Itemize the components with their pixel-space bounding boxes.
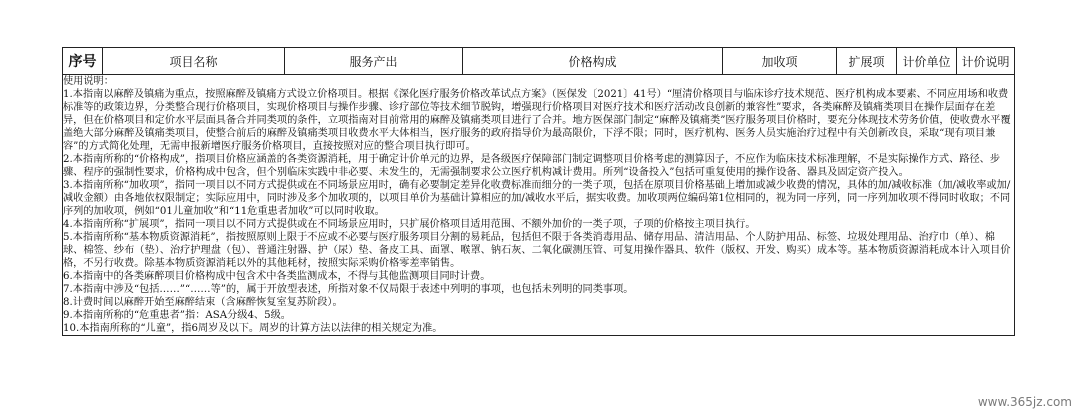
- note-item-2: 2.本指南所称的“价格构成”，指项目价格应涵盖的各类资源消耗，用于确定计价单元的边界，是各级医疗保障部门制定调整项目价格考虑的测算因子，不应作为临床技术标准理解，不是实际操作方式、路径、步骤、程序的强制性要求，价格构成中包含，但个别临床实践中非必要、未发生的，无需强制要求公立医疗机构减计费用。所列“设备投入”包括可重复使用的操作设备、器具及固定资产投入。: [63, 154, 1001, 178]
- header-name: 项目名称: [103, 48, 285, 75]
- header-output: 服务产出: [285, 48, 463, 75]
- note-item-8: 8.计费时间以麻醉开始至麻醉结束（含麻醉恢复室复苏阶段）。: [63, 297, 343, 308]
- notes-title: 使用说明：: [63, 76, 114, 87]
- header-ext: 扩展项: [837, 48, 897, 75]
- usage-notes: [63, 75, 1015, 336]
- note-item-5: 5.本指南所称“基本物质资源消耗”，指按照原则上限于不应或不必要与医疗服务项目分割的易耗品，包括但不限于各类消毒用品、储存用品、清洁用品、个人防护用品、标签、垃圾处理用品、治疗巾（单）、棉球、棉签、纱布（垫）、治疗护理盘（包）、普通注射器、护（尿）垫、备皮工具、面罩、喉罩、钠石灰、二氧化碳测压管、可复用操作器具、软件（版权、开发、购买）成本等。基本物质资源消耗成本计入项目价格，不另行收费。除基本物质资源消耗以外的其他耗材，按照实际采购价格零差率销售。: [63, 232, 1011, 269]
- note-item-9: 9.本指南所称的“危重患者”指：ASA分级4、5级。: [63, 310, 291, 321]
- note-item-7: 7.本指南中涉及“包括……”“……等”的，属于开放型表述，所指对象不仅局限于表述中列明的事项，也包括未列明的同类事项。: [63, 284, 634, 295]
- header-unit: 计价单位: [897, 48, 957, 75]
- note-item-1: 1.本指南以麻醉及镇痛为重点，按照麻醉及镇痛方式设立价格项目。根据《深化医疗服务价格改革试点方案》（医保发〔2021〕41号）“厘清价格项目与临床诊疗技术规范、医疗机构成本要素、不同应用场和收费标准等的政策边界，分类整合现行价格项目，实现价格项目与操作步骤、诊疗部位等技术细节脱钩，增强现行价格项目对医疗技术和医疗活动改良创新的兼容性”要求，各类麻醉及镇痛类项目在操作层面存在差异，但在价格项目和定价水平层面具备合并同类项的条件，立项指南对目前常用的麻醉及镇痛类项目进行了合并。地方医保部门制定“麻醉及镇痛类”医疗服务项目价格时，要充分体现技术劳务价值，使收费水平覆盖绝大部分麻醉及镇痛类项目，使整合前后的麻醉及镇痛类项目收费水平大体相当，医疗服务的政府指导价为最高限价，下浮不限；同时，医疗机构、医务人员实施治疗过程中有关创新改良，采取“现有项目兼容”的方式简化处理，无需申报新增医疗服务价格项目，直接按照对应的整合项目执行即可。: [63, 89, 1011, 152]
- pricing-guide-table: [62, 47, 1015, 336]
- header-extra: 加收项: [723, 48, 837, 75]
- header-note: 计价说明: [957, 48, 1015, 75]
- note-item-10: 10.本指南所称的“儿童”，指6周岁及以下。周岁的计算方法以法律的相关规定为准。: [63, 323, 443, 334]
- note-item-3: 3.本指南所称“加收项”，指同一项目以不同方式提供或在不同场景应用时，确有必要制定差异化收费标准而细分的一类子项，包括在原项目价格基础上增加或减少收费的情况，具体的加/减收标准（加/减收率或加/减收金额）由各地依权限制定；实际应用中，同时涉及多个加收项的，以项目单价为基础计算相应的加/减收水平后，据实收费。加收项两位编码第1位相同的，视为同一序列，同一序列加收项不得同时收取；不同序列的加收项，例如“01儿童加收”和“11危重患者加收”可以同时收取。: [63, 180, 1011, 217]
- note-item-6: 6.本指南中的各类麻醉项目价格构成中包含术中各类监测成本，不得与其他监测项目同时计费。: [63, 271, 491, 282]
- site-watermark: www.365jz.com: [977, 395, 1072, 409]
- header-price: 价格构成: [463, 48, 723, 75]
- header-row: [63, 48, 1015, 75]
- notes-row: [63, 75, 1015, 336]
- note-item-4: 4.本指南所称“扩展项”，指同一项目以不同方式提供或在不同场景应用时，只扩展价格项目适用范围、不额外加价的一类子项，子项的价格按主项目执行。: [63, 219, 756, 230]
- table-header: [63, 48, 1015, 75]
- header-seq: 序号: [63, 48, 103, 75]
